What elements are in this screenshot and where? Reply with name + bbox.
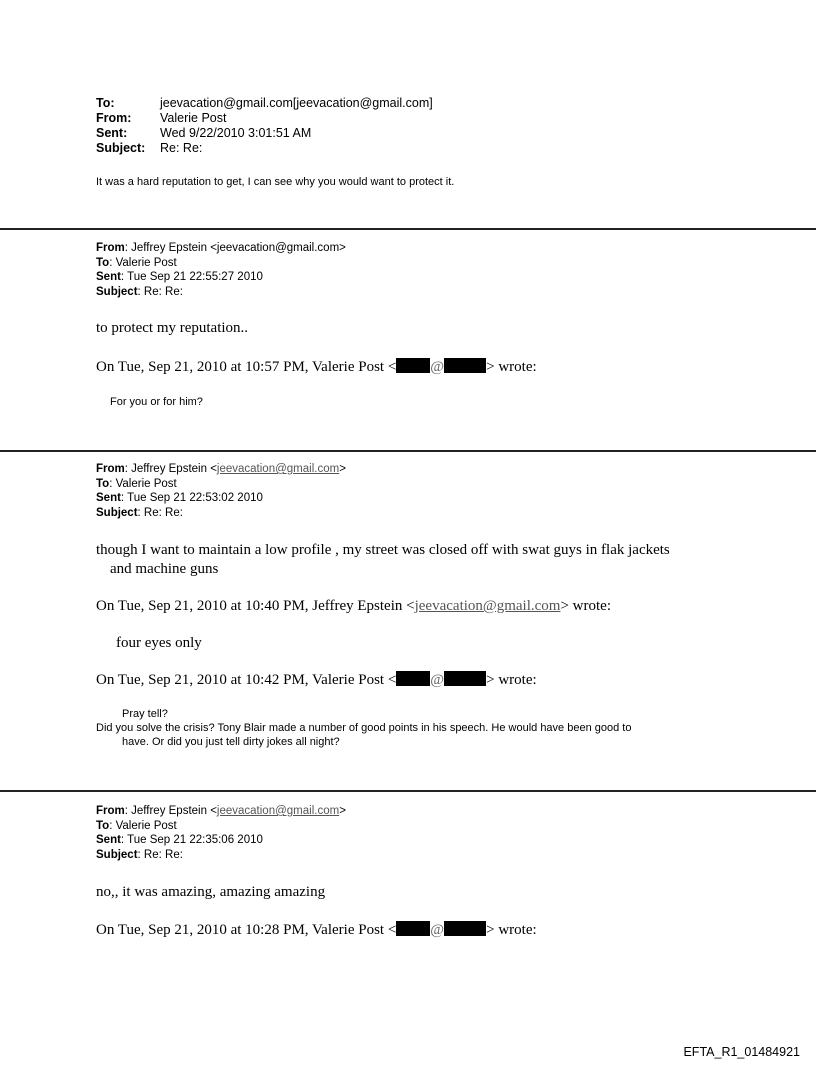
sent-value: Wed 9/22/2010 3:01:51 AM [160,126,312,140]
email1-quote-suffix: > wrote: [486,359,537,375]
redaction-box [444,358,486,373]
email1-sent-label: Sent [96,271,121,283]
email2-quoted-line2: Did you solve the crisis? Tony Blair made a number of good points in his speech. He would have been good to [96,722,632,734]
divider [0,450,816,452]
email3-to-label: To [96,819,110,832]
email3-quote-prefix: On Tue, Sep 21, 2010 at 10:28 PM, Valerie Post < [96,922,397,938]
email2-quote2-at: @ [430,672,445,688]
email1-quote-prefix: On Tue, Sep 21, 2010 at 10:57 PM, Valerie Post < [96,359,397,375]
email2-from-prefix: : Jeffrey Epstein < [124,463,217,475]
email2-quote1-link[interactable]: jeevacation@gmail.com [414,598,561,614]
email2-body-line2: and machine guns [110,561,219,577]
email1-subject-value: : Re: Re: [137,285,183,298]
redaction-box [396,671,430,686]
email2-meta [96,462,346,520]
email1-body: to protect my reputation.. [96,320,249,336]
email2-quoted-line1: Pray tell? [122,708,168,720]
email3-body: no,, it was amazing, amazing amazing [96,884,326,900]
from-label: From: [96,111,132,125]
email2-sent-label: Sent [96,492,121,504]
email3-to-value: : Valerie Post [109,819,177,832]
redaction-box [444,671,486,686]
email2-to-value: : Valerie Post [109,477,177,490]
email1-quote-line [96,358,537,376]
document-id: EFTA_R1_01484921 [683,1045,800,1059]
email-header [96,96,433,156]
subject-label: Subject: [96,141,146,155]
redaction-box [444,921,486,936]
redaction-box [396,358,430,373]
email1-subject-label: Subject [96,285,138,298]
email3-from-link[interactable]: jeevacation@gmail.com [216,805,340,817]
email2-from-link[interactable]: jeevacation@gmail.com [216,463,340,475]
subject-value: Re: Re: [160,141,203,155]
sent-label: Sent: [96,126,128,140]
email2-quote1-line [96,598,611,615]
email2-quote1-body: four eyes only [116,635,202,651]
email1-to-label: To [96,256,110,269]
email3-from-label: From [96,805,125,817]
divider [0,228,816,230]
divider [0,790,816,792]
email2-subject-value: : Re: Re: [137,506,183,519]
email1-quoted: For you or for him? [110,396,203,408]
email3-quote-at: @ [430,922,445,938]
from-value: Valerie Post [160,111,227,125]
email2-quoted-line3: have. Or did you just tell dirty jokes all night? [122,736,340,748]
email3-from-suffix: > [339,805,346,817]
email2-quote2-suffix: > wrote: [486,672,537,688]
email2-sent-value: : Tue Sep 21 22:53:02 2010 [120,492,263,504]
email3-sent-value: : Tue Sep 21 22:35:06 2010 [120,834,263,846]
email2-quote1-prefix: On Tue, Sep 21, 2010 at 10:40 PM, Jeffrey Epstein < [96,598,415,614]
to-label: To: [96,96,115,110]
email2-quote2-line [96,671,537,689]
email2-to-label: To [96,477,110,490]
email1-sent-value: : Tue Sep 21 22:55:27 2010 [120,271,263,283]
email3-meta [96,804,346,862]
email3-subject-value: : Re: Re: [137,848,183,861]
email3-from-prefix: : Jeffrey Epstein < [124,805,217,817]
email1-from-value: : Jeffrey Epstein <jeevacation@gmail.com> [124,242,346,254]
email1-quote-at: @ [430,359,445,375]
to-value: jeevacation@gmail.com[jeevacation@gmail.com] [160,96,433,110]
email3-subject-label: Subject [96,848,138,861]
email2-from-label: From [96,463,125,475]
email3-quote-suffix: > wrote: [486,922,537,938]
email1-to-value: : Valerie Post [109,256,177,269]
email2-subject-label: Subject [96,506,138,519]
email3-sent-label: Sent [96,834,121,846]
email2-quote1-suffix: > wrote: [560,598,611,614]
email2-quote2-prefix: On Tue, Sep 21, 2010 at 10:42 PM, Valerie Post < [96,672,397,688]
email1-meta [96,241,346,299]
email2-body-line1: though I want to maintain a low profile , my street was closed off with swat guys in flak jackets [96,542,670,558]
redaction-box [396,921,430,936]
email2-from-suffix: > [339,463,346,475]
email1-from-label: From [96,242,125,254]
top-message: It was a hard reputation to get, I can see why you would want to protect it. [96,176,455,188]
email3-quote-line [96,921,537,939]
